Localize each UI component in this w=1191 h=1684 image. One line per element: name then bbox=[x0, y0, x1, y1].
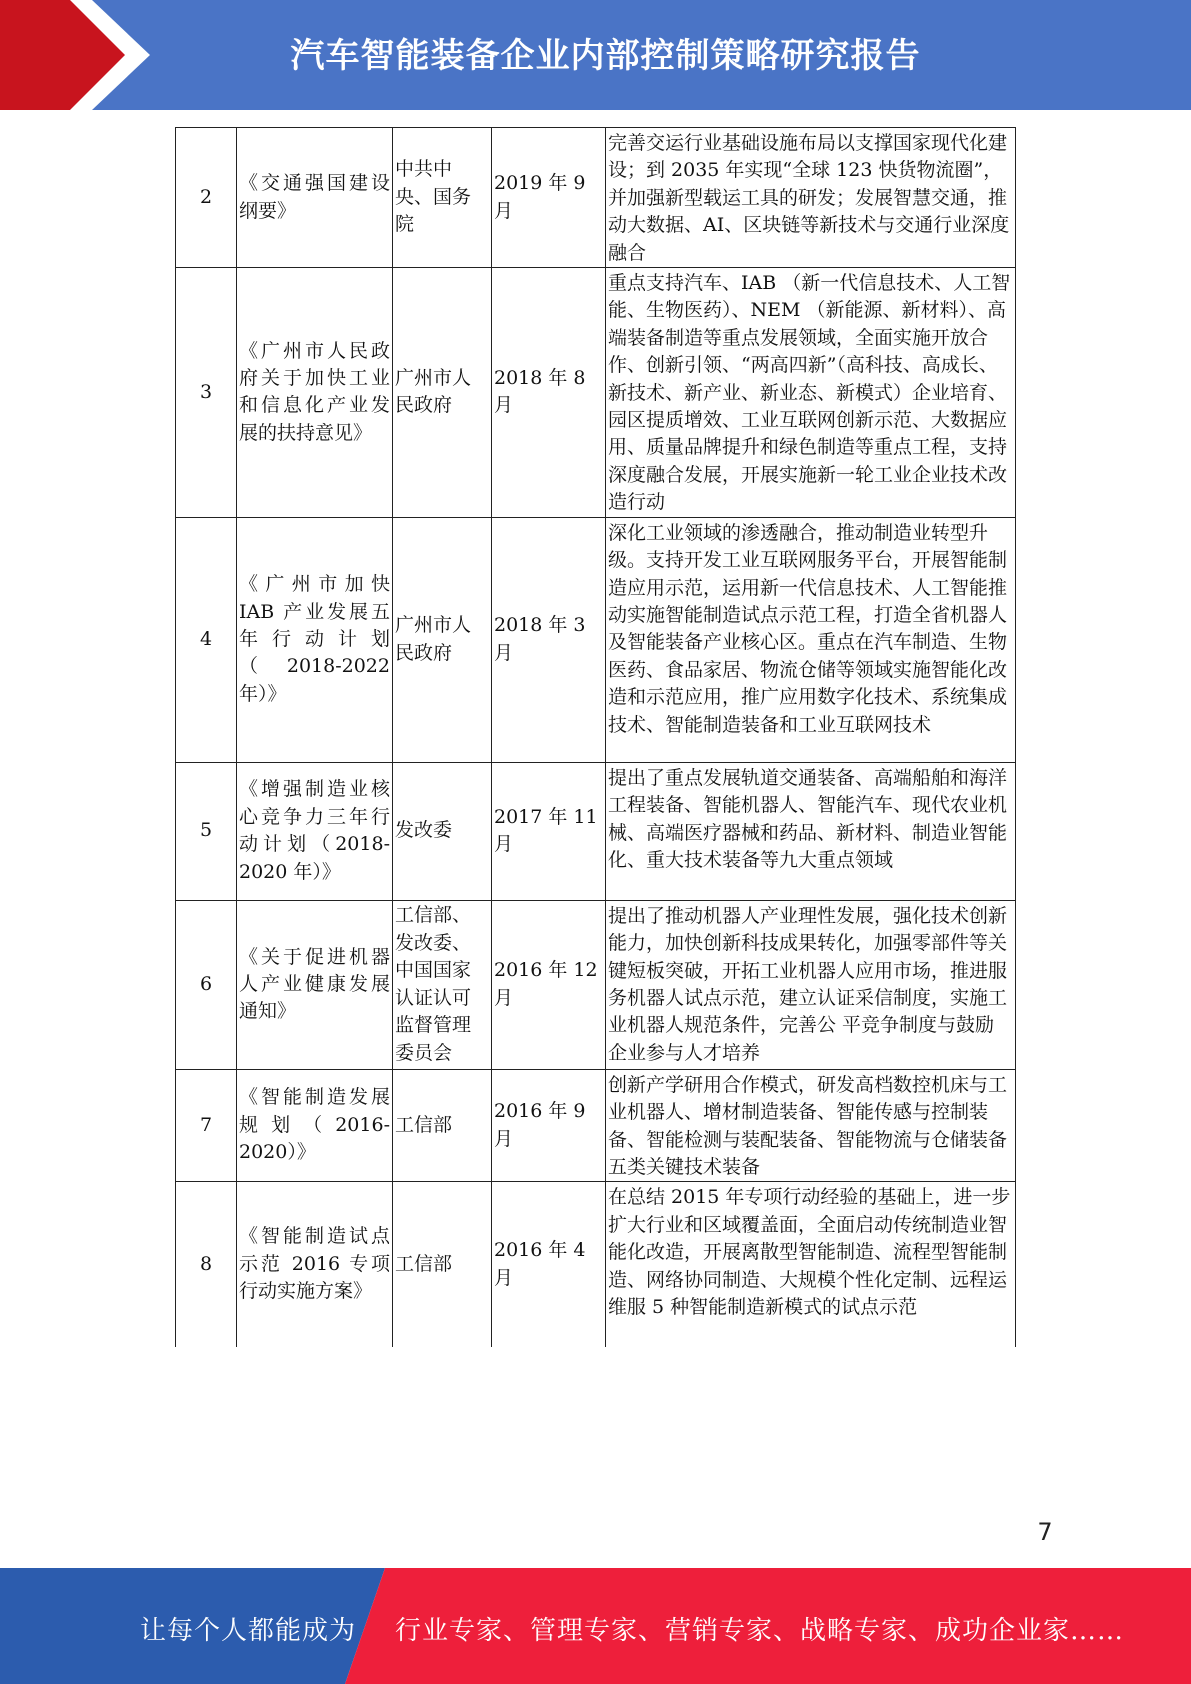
row-number: 3 bbox=[176, 268, 237, 518]
table-row bbox=[176, 268, 1016, 518]
page-header bbox=[0, 0, 1191, 110]
issuing-body: 广州市人民政府 bbox=[393, 517, 492, 762]
policy-content: 深化工业领域的渗透融合，推动制造业转型升级。支持开发工业互联网服务平台，开展智能制造应用示范，运用新一代信息技术、人工智能推动实施智能制造试点示范工程，打造全省机器人及智能装备产业核心区。重点在汽车制造、生物医药、食品家居、物流仓储等领域实施智能化改造和示范应用，推广应用数字化技术、系统集成技术、智能制造装备和工业互联网技术 bbox=[606, 517, 1016, 762]
row-number: 2 bbox=[176, 128, 237, 268]
policy-content: 在总结 2015 年专项行动经验的基础上，进一步扩大行业和区域覆盖面，全面启动传统制造业智能化改造，开展离散型智能制造、流程型智能制造、网络协同制造、大规模个性化定制、远程运维服 5 种智能制造新模式的试点示范 bbox=[606, 1182, 1016, 1347]
policy-name: 《智能制造发展规划（2016-2020）》 bbox=[237, 1069, 393, 1182]
policy-name: 《广州市人民政府关于加快工业和信息化产业发展的扶持意见》 bbox=[237, 268, 393, 518]
row-number: 7 bbox=[176, 1069, 237, 1182]
table-row bbox=[176, 762, 1016, 900]
issuing-body: 发改委 bbox=[393, 762, 492, 900]
policy-name: 《交通强国建设纲要》 bbox=[237, 128, 393, 268]
issuing-body: 工信部 bbox=[393, 1182, 492, 1347]
page-number: 7 bbox=[1037, 1518, 1053, 1546]
policy-name: 《增强制造业核心竞争力三年行动计划（2018-2020 年）》 bbox=[237, 762, 393, 900]
policy-name: 《广州市加快 IAB 产业发展五年行动计划（2018-2022 年）》 bbox=[237, 517, 393, 762]
issue-date: 2017 年 11 月 bbox=[492, 762, 606, 900]
issue-date: 2019 年 9 月 bbox=[492, 128, 606, 268]
table-row bbox=[176, 1069, 1016, 1182]
row-number: 4 bbox=[176, 517, 237, 762]
policy-content: 重点支持汽车、IAB （新一代信息技术、人工智能、生物医药）、NEM （新能源、新材料）、高端装备制造等重点发展领域，全面实施开放合作、创新引领、“两高四新”（高科技、高成长、新技术、新产业、新业态、新模式）企业培育、园区提质增效、工业互联网创新示范、大数据应用、质量品牌提升和绿色制造等重点工程，支持深度融合发展，开展实施新一轮工业企业技术改造行动 bbox=[606, 268, 1016, 518]
row-number: 5 bbox=[176, 762, 237, 900]
policy-table bbox=[175, 127, 1016, 1347]
page-footer bbox=[0, 1568, 1191, 1684]
issuing-body: 工信部 bbox=[393, 1069, 492, 1182]
policy-name: 《智能制造试点示范 2016 专项行动实施方案》 bbox=[237, 1182, 393, 1347]
policy-name: 《关于促进机器人产业健康发展通知》 bbox=[237, 900, 393, 1069]
row-number: 6 bbox=[176, 900, 237, 1069]
issuing-body: 广州市人民政府 bbox=[393, 268, 492, 518]
policy-content: 提出了重点发展轨道交通装备、高端船舶和海洋工程装备、智能机器人、智能汽车、现代农业机械、高端医疗器械和药品、新材料、制造业智能化、重大技术装备等九大重点领域 bbox=[606, 762, 1016, 900]
report-title: 汽车智能装备企业内部控制策略研究报告 bbox=[290, 36, 921, 76]
issue-date: 2016 年 4 月 bbox=[492, 1182, 606, 1347]
row-number: 8 bbox=[176, 1182, 237, 1347]
issue-date: 2018 年 3 月 bbox=[492, 517, 606, 762]
policy-content: 完善交运行业基础设施布局以支撑国家现代化建设；到 2035 年实现“全球 123 快货物流圈”，并加强新型载运工具的研发；发展智慧交通，推动大数据、AI、区块链等新技术与交通行业深度融合 bbox=[606, 128, 1016, 268]
table-row bbox=[176, 900, 1016, 1069]
policy-content: 提出了推动机器人产业理性发展，强化技术创新能力，加快创新科技成果转化，加强零部件等关键短板突破，开拓工业机器人应用市场，推进服务机器人试点示范，建立认证采信制度，实施工业机器人规范条件，完善公 平竞争制度与鼓励企业参与人才培养 bbox=[606, 900, 1016, 1069]
table-row bbox=[176, 128, 1016, 268]
issue-date: 2018 年 8 月 bbox=[492, 268, 606, 518]
issue-date: 2016 年 12 月 bbox=[492, 900, 606, 1069]
footer-slogan-left: 让每个人都能成为 bbox=[140, 1616, 357, 1646]
issuing-body: 工信部、发改委、中国国家认证认可监督管理委员会 bbox=[393, 900, 492, 1069]
table-row bbox=[176, 517, 1016, 762]
policy-content: 创新产学研用合作模式，研发高档数控机床与工业机器人、增材制造装备、智能传感与控制装备、智能检测与装配装备、智能物流与仓储装备五类关键技术装备 bbox=[606, 1069, 1016, 1182]
issue-date: 2016 年 9 月 bbox=[492, 1069, 606, 1182]
table-row bbox=[176, 1182, 1016, 1347]
issuing-body: 中共中央、国务院 bbox=[393, 128, 492, 268]
footer-slogan-right: 行业专家、管理专家、营销专家、战略专家、成功企业家…… bbox=[395, 1616, 1125, 1646]
